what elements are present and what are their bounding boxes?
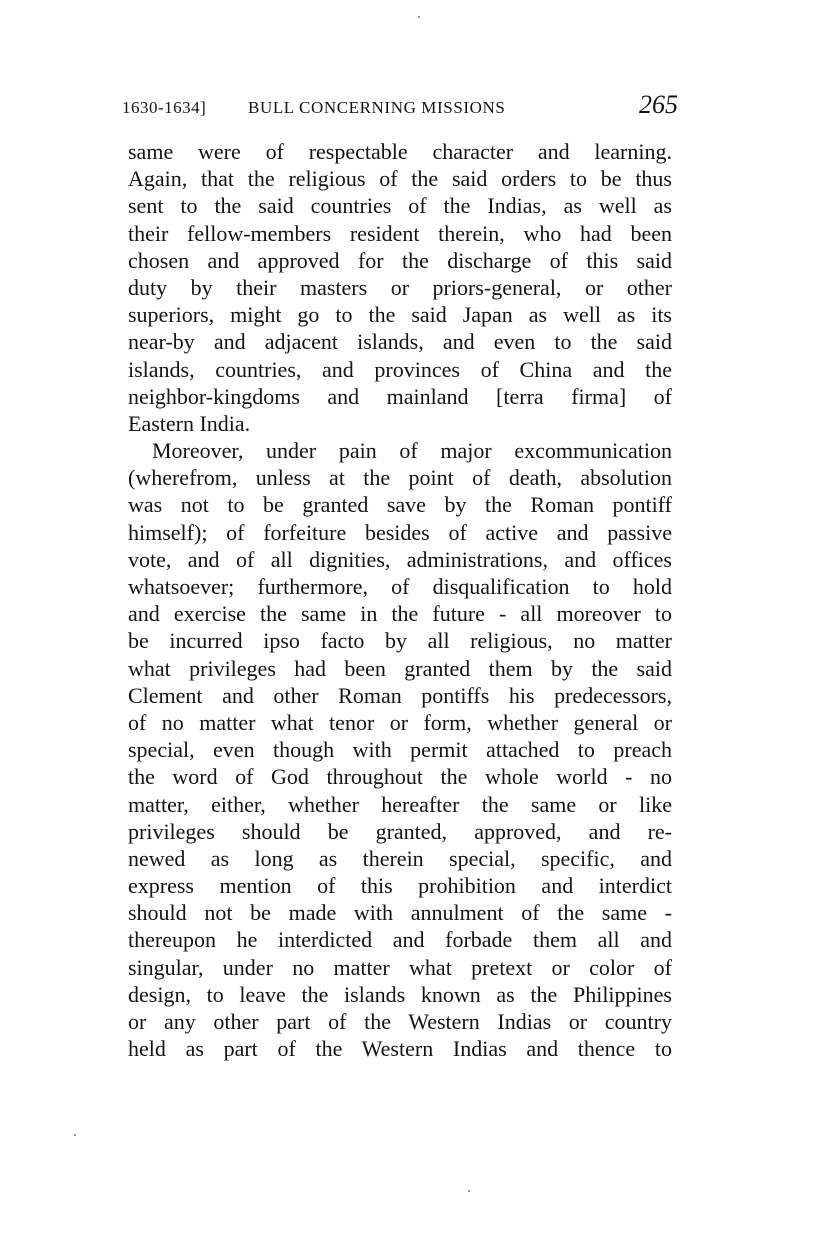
text-line: duty by their masters or priors-general, or other xyxy=(128,274,672,300)
text-line: vote, and of all dignities, administrations, and offices xyxy=(128,546,672,572)
text-line: neighbor-kingdoms and mainland [terra firma] of xyxy=(128,383,672,409)
text-line: and exercise the same in the future - all moreover to xyxy=(128,601,672,627)
text-line: of no matter what tenor or form, whether general or xyxy=(128,709,672,735)
text-line: (wherefrom, unless at the point of death, absolution xyxy=(128,465,672,491)
text-line: what privileges had been granted them by the said xyxy=(128,655,672,681)
text-line: superiors, might go to the said Japan as well as its xyxy=(128,302,672,328)
text-line: Clement and other Roman pontiffs his predecessors, xyxy=(128,682,672,708)
text-line: Eastern India. xyxy=(128,410,251,436)
scan-speck xyxy=(468,1190,470,1192)
text-line: sent to the said countries of the Indias, as well as xyxy=(128,193,672,219)
running-head xyxy=(122,88,678,124)
running-head-title: BULL CONCERNING MISSIONS xyxy=(248,98,506,117)
running-head-years: 1630-1634] xyxy=(122,98,207,117)
text-line: himself); of forfeiture besides of active and passive xyxy=(128,519,672,545)
text-line: singular, under no matter what pretext or color of xyxy=(128,954,672,980)
text-line: their fellow-members resident therein, who had been xyxy=(128,220,672,246)
text-line: thereupon he interdicted and forbade them all and xyxy=(128,927,672,953)
text-line: near-by and adjacent islands, and even to the said xyxy=(128,329,672,355)
body-text xyxy=(128,138,672,1062)
text-line: same were of respectable character and learning. xyxy=(128,139,672,164)
text-line: Moreover, under pain of major excommunication xyxy=(152,438,672,464)
text-line: whatsoever; furthermore, of disqualification to hold xyxy=(128,574,672,599)
text-line: special, even though with permit attached to preach xyxy=(128,737,672,763)
page-number: 265 xyxy=(639,90,678,119)
text-line: chosen and approved for the discharge of this said xyxy=(128,247,672,273)
text-line: was not to be granted save by the Roman pontiff xyxy=(128,492,672,518)
text-line: newed as long as therein special, specific, and xyxy=(128,845,672,871)
text-line: should not be made with annulment of the same - xyxy=(128,900,672,926)
text-line: privileges should be granted, approved, and re- xyxy=(128,818,672,844)
text-line: or any other part of the Western Indias or country xyxy=(128,1009,672,1034)
text-line: held as part of the Western Indias and thence to xyxy=(128,1036,672,1062)
scan-speck xyxy=(418,16,420,18)
text-line: design, to leave the islands known as the Philippines xyxy=(128,981,672,1007)
text-line: the word of God throughout the whole world - no xyxy=(128,764,672,790)
text-line: Again, that the religious of the said orders to be thus xyxy=(128,166,672,192)
text-line: be incurred ipso facto by all religious, no matter xyxy=(128,628,672,654)
scan-speck xyxy=(74,1134,76,1136)
text-line: islands, countries, and provinces of China and the xyxy=(128,356,672,382)
text-line: matter, either, whether hereafter the same or like xyxy=(128,791,672,817)
text-line: express mention of this prohibition and interdict xyxy=(128,873,672,899)
